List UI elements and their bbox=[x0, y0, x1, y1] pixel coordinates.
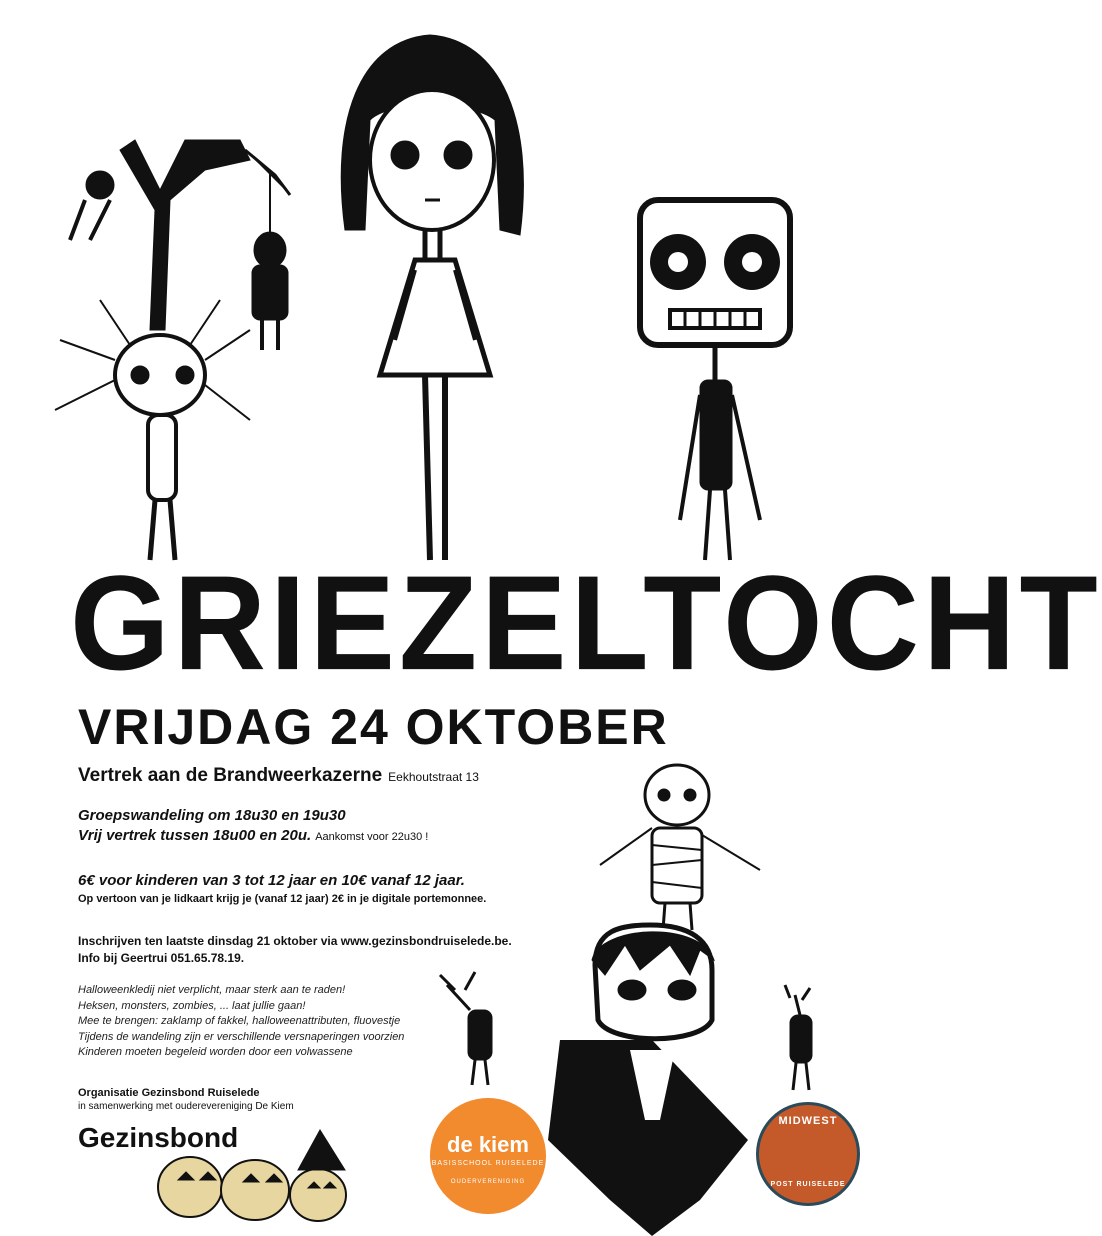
notes-list bbox=[78, 983, 404, 1061]
price-info bbox=[78, 871, 486, 909]
vampire-illustration bbox=[548, 925, 748, 1236]
member-discount-line: Op vertoon van je lidkaart krijg je (vanaf 12 jaar) 2€ in je digitale portemonnee. bbox=[78, 893, 487, 905]
departure-info bbox=[78, 765, 479, 787]
de-kiem-logo bbox=[430, 1098, 546, 1214]
group-walk-line: Groepswandeling om 18u30 en 19u30 bbox=[78, 807, 346, 824]
midwest-logo bbox=[756, 1102, 860, 1206]
walk-times bbox=[78, 806, 428, 847]
departure-location: Vertrek aan de Brandweerkazerne bbox=[78, 765, 383, 786]
arrival-note: Aankomst voor 22u30 ! bbox=[315, 831, 429, 843]
organiser-line: Organisatie Gezinsbond Ruiselede bbox=[78, 1087, 260, 1099]
note-item: Halloweenkledij niet verplicht, maar sterk aan te raden! bbox=[78, 984, 346, 996]
registration-info bbox=[78, 933, 512, 967]
gezinsbond-logo: Gezinsbond bbox=[78, 1122, 239, 1153]
girl-figure-illustration bbox=[341, 35, 523, 560]
poster-title: GRIEZELTOCHT bbox=[70, 548, 1102, 699]
contact-line: Info bij Geertrui 051.65.78.19. bbox=[78, 951, 245, 965]
organisation-info bbox=[78, 1086, 294, 1114]
collaboration-line: in samenwerking met ouderevereniging De Kiem bbox=[78, 1101, 294, 1112]
price-line: 6€ voor kinderen van 3 tot 12 jaar en 10€ vanaf 12 jaar. bbox=[78, 872, 465, 889]
departure-address: Eekhoutstraat 13 bbox=[388, 770, 479, 784]
de-kiem-name: de kiem bbox=[447, 1132, 529, 1157]
midwest-bottom-text: POST RUISELEDE bbox=[770, 1181, 846, 1188]
note-item: Tijdens de wandeling zijn er verschillende versnaperingen voorzien bbox=[78, 1030, 405, 1043]
free-departure-line: Vrij vertrek tussen 18u00 en 20u. bbox=[78, 827, 312, 844]
midwest-top-text: MIDWEST bbox=[778, 1115, 838, 1127]
note-item: Heksen, monsters, zombies, ... laat jullie gaan! bbox=[78, 999, 306, 1012]
de-kiem-subtitle: BASISSCHOOL RUISELEDE bbox=[431, 1160, 545, 1167]
de-kiem-ring-text: OUDERVERENIGING bbox=[450, 1179, 526, 1185]
skull-creature-illustration bbox=[640, 200, 790, 560]
registration-line: Inschrijven ten laatste dinsdag 21 oktober via www.gezinsbondruiselede.be. bbox=[78, 934, 512, 948]
tree-creature-illustration bbox=[55, 140, 290, 560]
mummy-illustration bbox=[600, 765, 760, 930]
event-date: VRIJDAG 24 OKTOBER bbox=[78, 699, 669, 755]
note-item: Mee te brengen: zaklamp of fakkel, halloweenattributen, fluovestje bbox=[78, 1015, 401, 1027]
note-item: Kinderen moeten begeleid worden door een volwassene bbox=[78, 1046, 353, 1058]
